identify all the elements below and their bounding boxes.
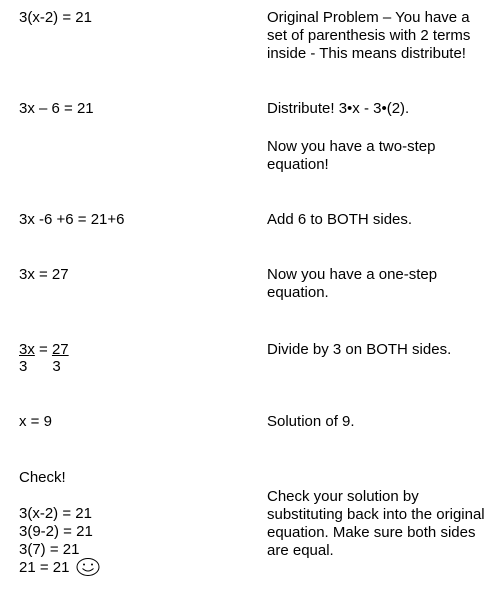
note-step-4 — [267, 266, 437, 302]
note-step-6 — [267, 413, 355, 431]
equation-step-5-numerators — [19, 341, 69, 359]
equation-step-5-denominators: 3 3 — [19, 358, 61, 375]
note-line: Now you have a two-step — [267, 138, 436, 155]
check-line: 3(7) = 21 — [19, 541, 80, 558]
numerator-right: 27 — [51, 341, 69, 358]
note-line: inside - This means distribute! — [267, 45, 466, 62]
note-line: are equal. — [267, 542, 334, 559]
numerator-left: 3x — [19, 341, 35, 358]
note-line: Check your solution by — [267, 488, 419, 505]
check-line: 3(9-2) = 21 — [19, 523, 93, 540]
equals-sign: = — [34, 341, 52, 358]
equation-step-2: 3x – 6 = 21 — [19, 100, 94, 117]
note-line: Divide by 3 on BOTH sides. — [267, 341, 452, 358]
note-line: equation. — [267, 284, 329, 301]
note-line: Distribute! 3•x - 3•(2). — [267, 100, 410, 117]
check-line-final: 21 = 21 — [19, 559, 70, 576]
note-line: substituting back into the original — [267, 506, 485, 523]
note-step-2 — [267, 100, 409, 118]
note-step-3 — [267, 211, 412, 229]
smiley-face-icon — [76, 557, 100, 577]
note-line: set of parenthesis with 2 terms — [267, 27, 471, 44]
note-line: Add 6 to BOTH sides. — [267, 211, 413, 228]
check-line: 3(x-2) = 21 — [19, 505, 92, 522]
equation-step-3: 3x -6 +6 = 21+6 — [19, 211, 125, 228]
note-check — [267, 488, 485, 560]
note-step-5 — [267, 341, 451, 359]
note-line: Original Problem – You have a — [267, 9, 470, 26]
note-line: equation! — [267, 156, 329, 173]
note-line: equation. Make sure both sides — [267, 524, 476, 541]
equation-step-4: 3x = 27 — [19, 266, 69, 283]
note-line: Now you have a one-step — [267, 266, 438, 283]
equation-step-1: 3(x-2) = 21 — [19, 9, 92, 26]
check-heading: Check! — [19, 469, 66, 486]
note-line: Solution of 9. — [267, 413, 355, 430]
note-step-1 — [267, 9, 470, 63]
equation-step-6: x = 9 — [19, 413, 52, 430]
note-step-2-two-step — [267, 138, 435, 174]
